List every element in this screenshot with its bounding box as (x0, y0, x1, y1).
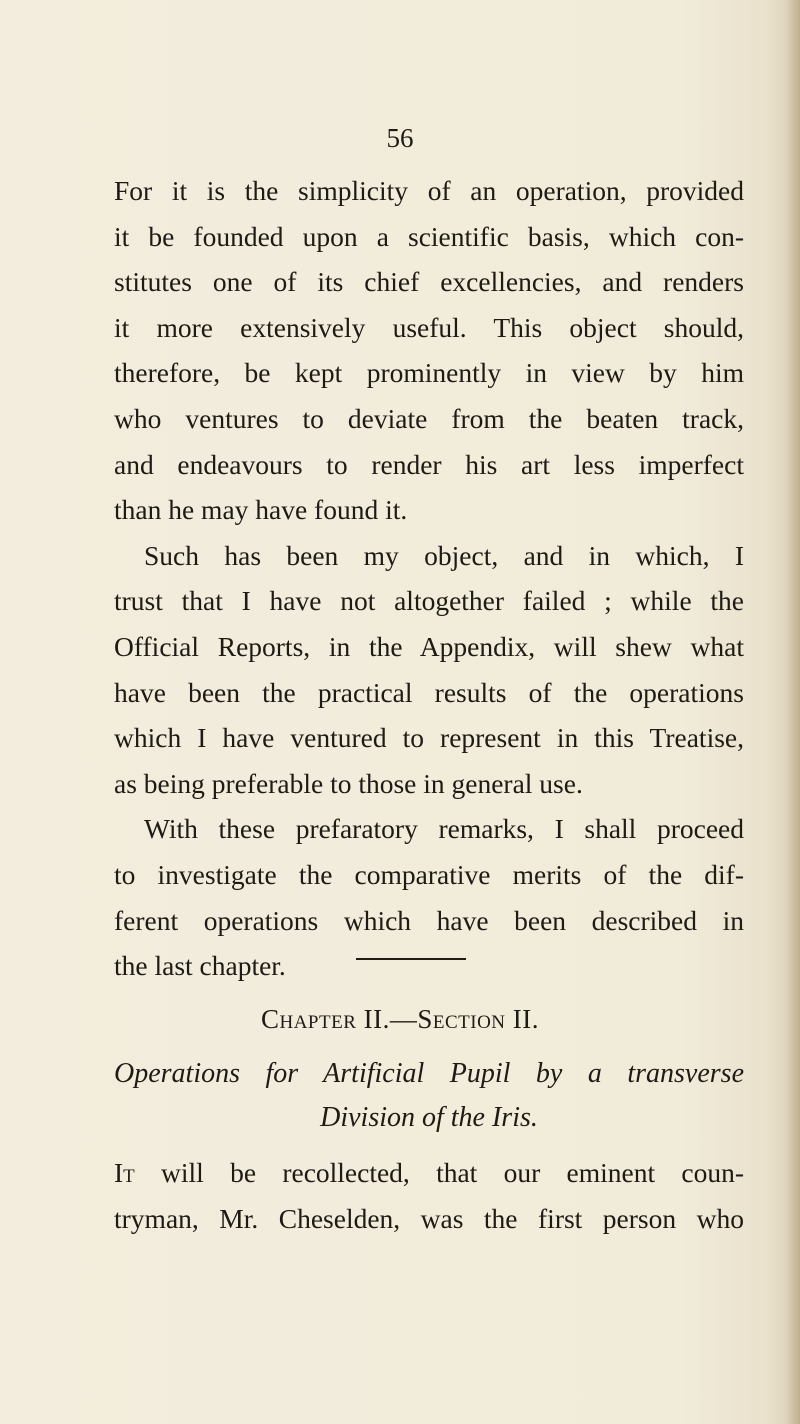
body-text (114, 168, 744, 989)
text-line: have been the practical results of the operations (114, 676, 744, 708)
page-number: 56 (386, 123, 414, 153)
chapter-heading (0, 1004, 800, 1035)
text-line: Such has been my object, and in which, I (144, 539, 744, 571)
page-edge-shadow (786, 0, 800, 1424)
drop-word: It (114, 1157, 135, 1188)
section-title-line-2: Division of the Iris. (320, 1102, 538, 1133)
text-line: Official Reports, in the Appendix, will shew what (114, 630, 744, 662)
text-line: With these prefaratory remarks, I shall proceed (144, 813, 744, 845)
text-line: as being preferable to those in general use. (114, 767, 583, 799)
paragraph-2 (114, 1150, 744, 1242)
section-title-line-1: Operations for Artificial Pupil by a transverse (114, 1058, 744, 1089)
text-line (114, 1150, 744, 1196)
text-line: and endeavours to render his art less imperfect (114, 448, 744, 480)
text-line: who ventures to deviate from the beaten track, (114, 402, 744, 434)
text-line: it more extensively useful. This object should, (114, 311, 744, 343)
section-divider (356, 958, 466, 960)
text-line: the last chapter. (114, 950, 286, 982)
text-line: it be founded upon a scientific basis, which con- (114, 220, 744, 252)
text-line: therefore, be kept prominently in view by him (114, 357, 744, 389)
text-line: than he may have found it. (114, 494, 408, 526)
chapter-heading-text: Chapter II.—Section II. (260, 1004, 540, 1034)
text-line: ferent operations which have been described in (114, 904, 744, 936)
text-line: which I have ventured to represent in this Treatise, (114, 722, 744, 754)
text-line: tryman, Mr. Cheselden, was the first person who (114, 1203, 744, 1234)
text-line: For it is the simplicity of an operation, provided (114, 175, 744, 206)
text-line: stitutes one of its chief excellencies, and renders (114, 266, 744, 298)
text-line: to investigate the comparative merits of the dif- (114, 858, 744, 890)
text-line-rest: will be recollected, that our eminent coun- (134, 1157, 744, 1188)
text-line: trust that I have not altogether failed ; while the (114, 585, 744, 617)
